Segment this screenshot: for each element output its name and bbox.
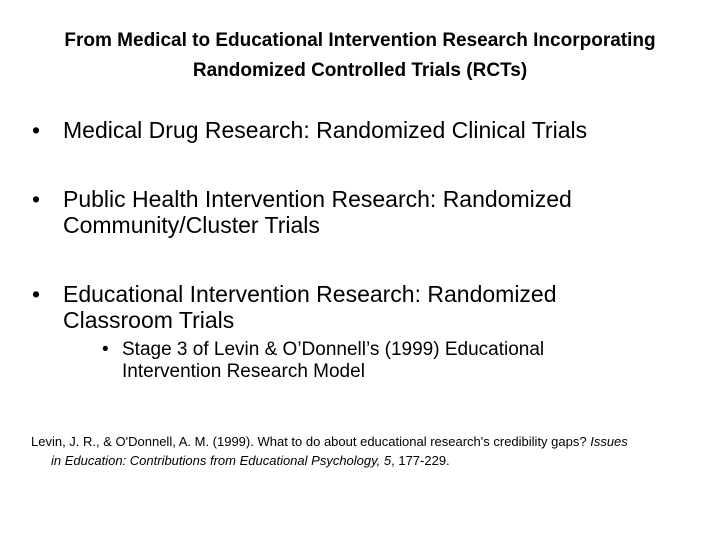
bullet-text: [63, 281, 557, 333]
sub-bullet-line: Intervention Research Model: [122, 361, 365, 382]
bullet-line: Educational Intervention Research: Randomized: [63, 281, 557, 307]
bullet-dot-icon: •: [32, 117, 41, 143]
sub-bullet-line: Stage 3 of Levin & O’Donnell’s (1999) Educational: [122, 339, 545, 360]
reference-journal-start: Issues: [590, 434, 628, 449]
title-line-1: From Medical to Educational Intervention Research Incorporating: [64, 30, 656, 51]
bullet-line: Classroom Trials: [63, 307, 235, 333]
reference-authors-title: Levin, J. R., & O'Donnell, A. M. (1999). What to do about educational research's credibility gaps?: [31, 434, 591, 449]
sub-bullet-text: [122, 339, 544, 383]
title-line-2: Randomized Controlled Trials (RCTs): [192, 60, 528, 81]
reference-pages: , 177-229.: [391, 453, 450, 468]
reference-citation: [31, 432, 703, 470]
bullet-dot-icon: •: [32, 281, 41, 307]
bullet-line: Medical Drug Research: Randomized Clinical Trials: [63, 117, 588, 143]
bullet-line: Public Health Intervention Research: Randomized: [63, 186, 572, 212]
reference-line-1: [31, 432, 703, 451]
bullet-text: [63, 117, 587, 143]
reference-line-2: [31, 451, 703, 470]
reference-journal-name: in Education: Contributions from Educational Psychology, 5: [51, 453, 392, 468]
bullet-dot-icon: •: [32, 186, 41, 212]
bullet-line: Community/Cluster Trials: [63, 212, 320, 238]
slide-title: [0, 26, 720, 86]
sub-bullet-dot-icon: •: [102, 339, 109, 360]
bullet-text: [63, 186, 572, 238]
